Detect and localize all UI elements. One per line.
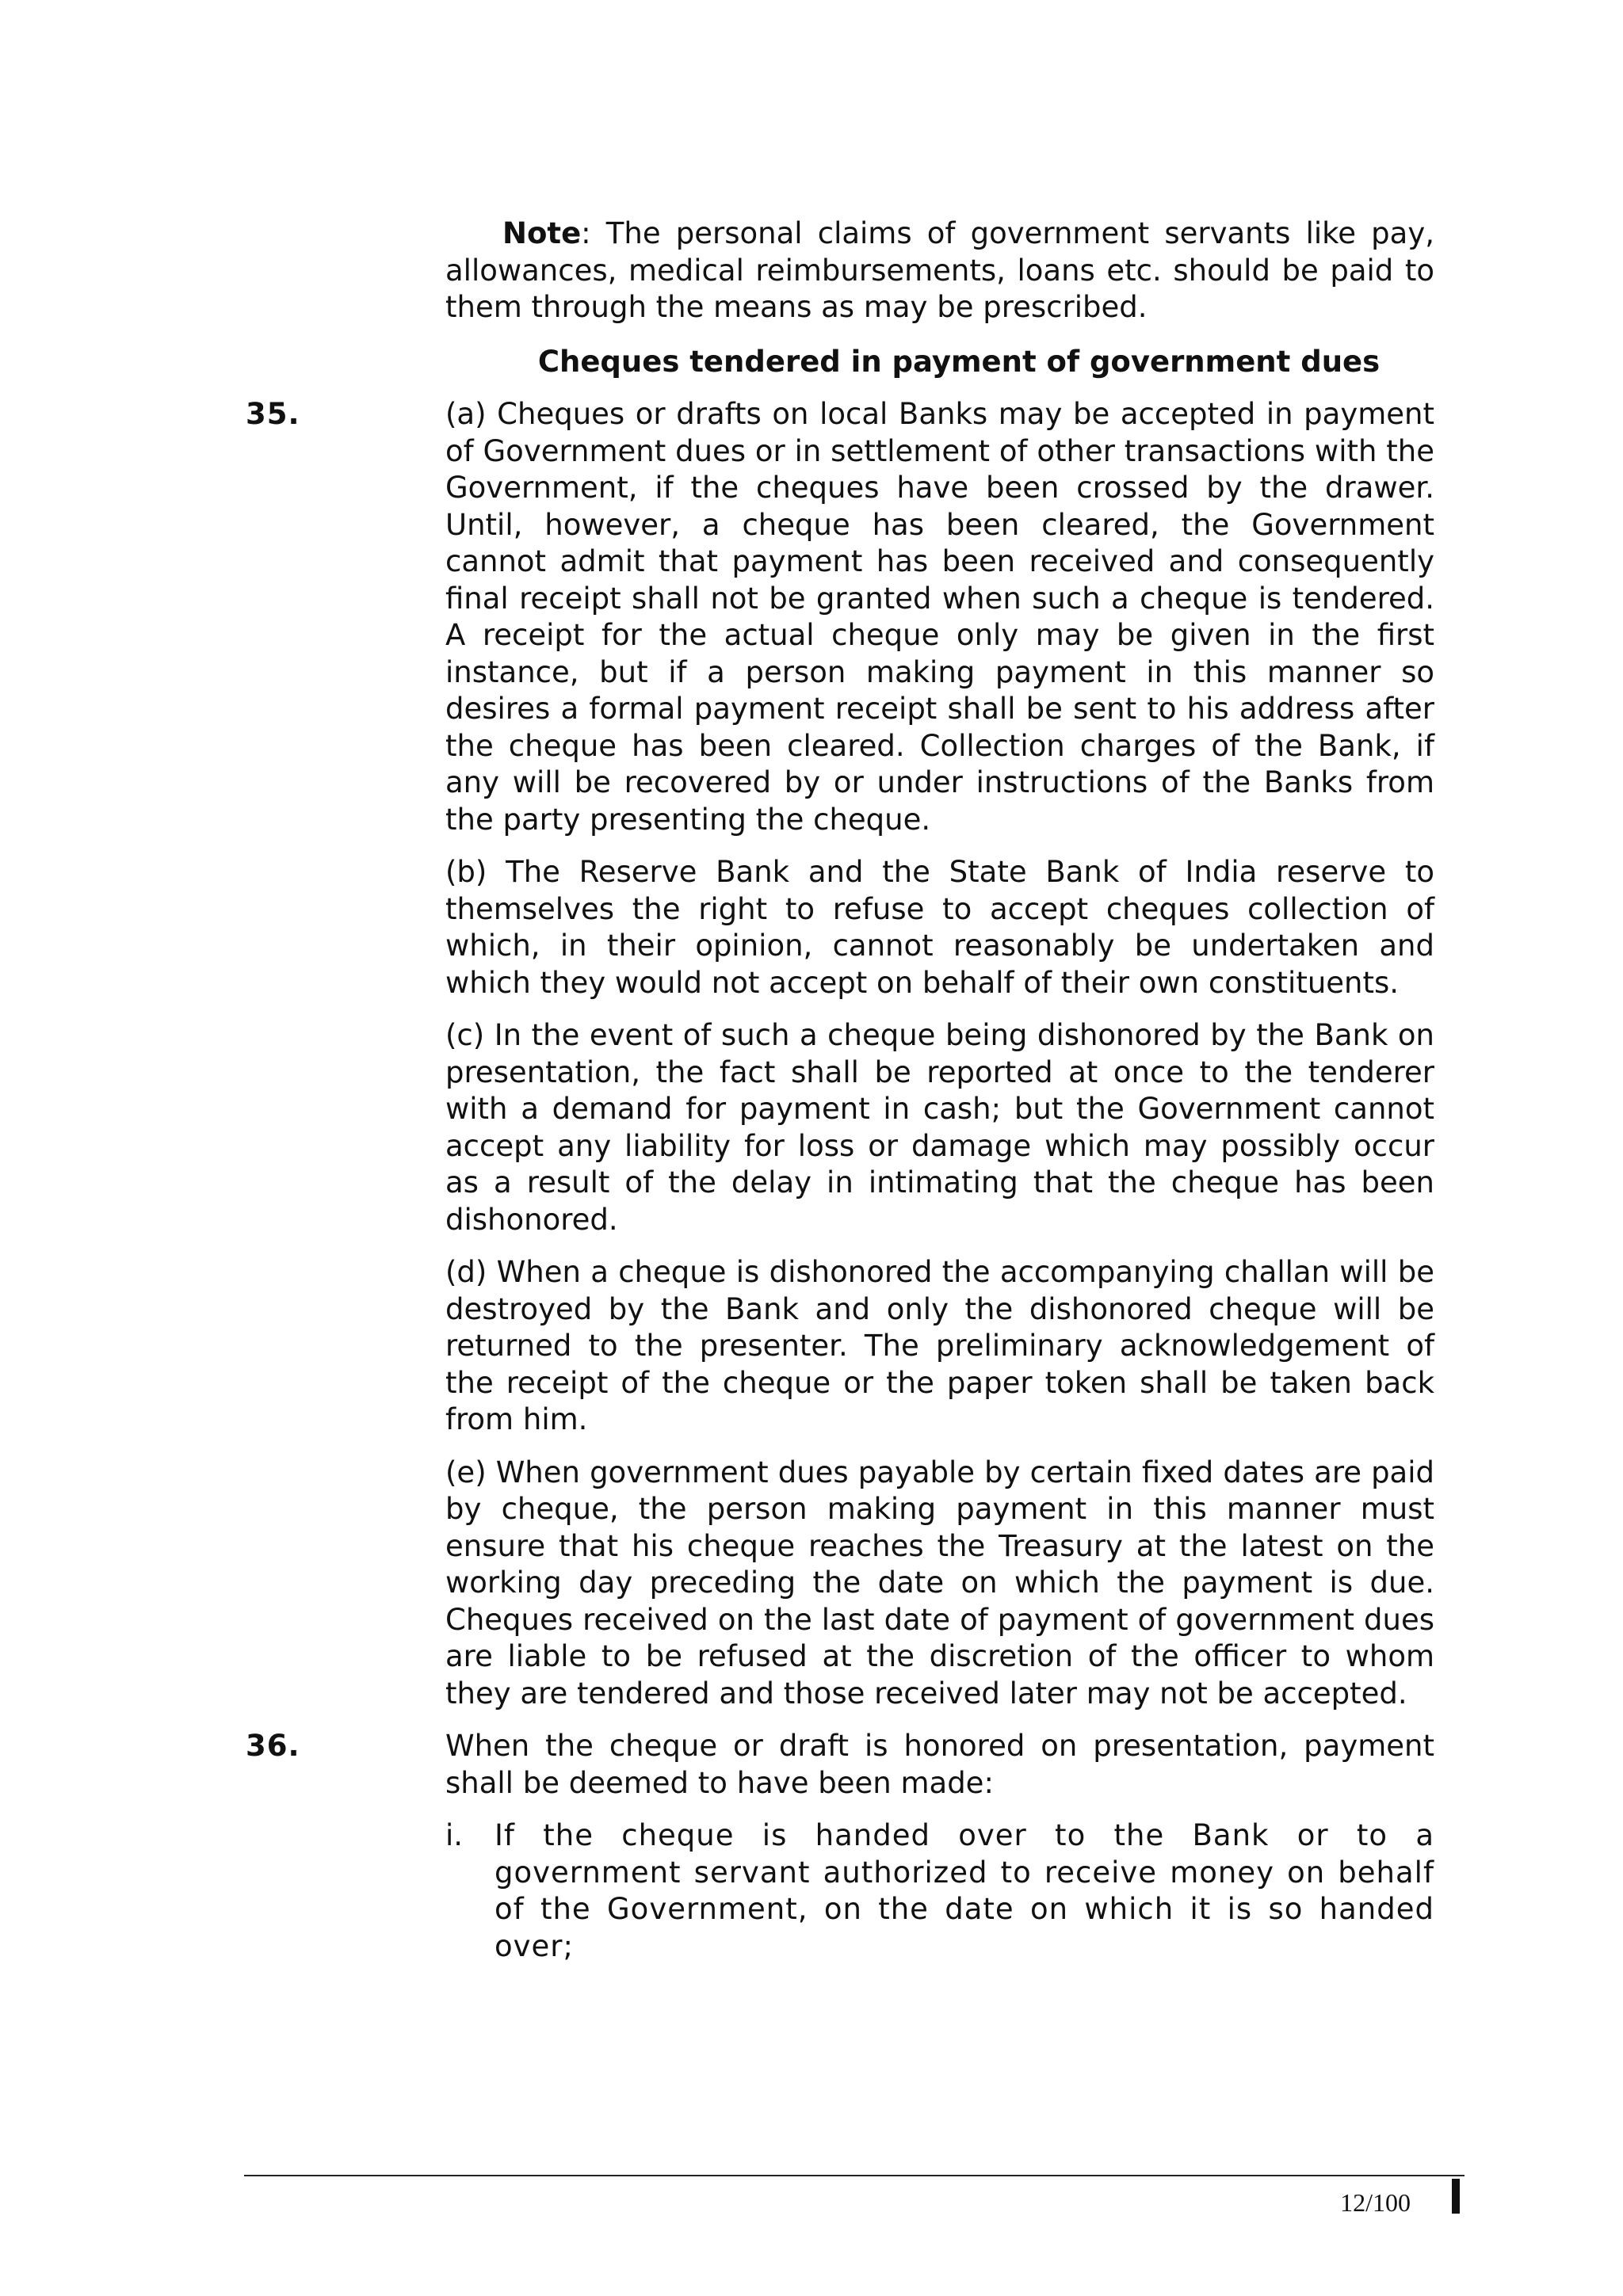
section-number-35: 35. [246, 397, 300, 431]
section-35-para-d: (d) When a cheque is dishonored the accompanying challan will be destroyed by the Bank and only the dishonored cheque will be returned to the presenter. The preliminary acknowledgement of the receipt of the cheque or the paper token shall be taken back from him. [445, 1255, 1434, 1436]
note-label: Note [502, 216, 582, 250]
section-35-para-e: (e) When government dues payable by certain fixed dates are paid by cheque, the person making payment in this manner must ensure that his cheque reaches the Treasury at the latest on the working day preceding the date on which the payment is due. Cheques received on the last date of payment of government dues are liable to be refused at the discretion of the officer to whom they are tendered and those received later may not be accepted. [445, 1455, 1434, 1711]
section-35-para-c: (c) In the event of such a cheque being dishonored by the Bank on presentation, the fact shall be reported at once to the tenderer with a demand for payment in cash; but the Government cannot accept any liability for loss or damage which may possibly occur as a result of the delay in intimating that the cheque has been dishonored. [445, 1018, 1434, 1237]
section-35-para-b: (b) The Reserve Bank and the State Bank of India reserve to themselves the right to refuse to accept cheques collection of which, in their opinion, cannot reasonably be undertaken and which they would not accept on behalf of their own constituents. [445, 855, 1434, 1000]
document-body [246, 215, 1434, 1965]
section-36-intro: When the cheque or draft is honored on presentation, payment shall be deemed to have been made: [445, 1729, 1434, 1800]
note-paragraph [445, 215, 1434, 326]
section-36 [246, 1728, 1434, 1965]
page-number: 12/100 [1340, 2188, 1411, 2217]
list-item-text: If the cheque is handed over to the Bank or to a government servant authorized to receive money on behalf of the Government, on the date on which it is so handed over; [495, 1818, 1434, 1963]
section-heading: Cheques tendered in payment of government dues [537, 344, 1381, 379]
section-35 [246, 396, 1434, 1712]
page-edge-mark [1452, 2179, 1460, 2214]
section-35-para-a: (a) Cheques or drafts on local Banks may be accepted in payment of Government dues or in settlement of other transactions with the Government, if the cheques have been crossed by the drawer. Until, however, a cheque has been cleared, the Government cannot admit that payment has been received and consequently final receipt shall not be granted when such a cheque is tendered. A receipt for the actual cheque only may be given in the first instance, but if a person making payment in this manner so desires a formal payment receipt shall be sent to his address after the cheque has been cleared. Collection charges of the Bank, if any will be recovered by or under instructions of the Banks from the party presenting the cheque. [445, 397, 1434, 837]
note-text: : The personal claims of government servants like pay, allowances, medical reimbursements, loans etc. should be paid to them through the means as may be prescribed. [445, 216, 1434, 324]
section-number-36: 36. [246, 1729, 300, 1763]
footer-divider [244, 2175, 1465, 2176]
list-item [445, 1817, 1434, 1965]
list-marker: i. [445, 1818, 464, 1852]
